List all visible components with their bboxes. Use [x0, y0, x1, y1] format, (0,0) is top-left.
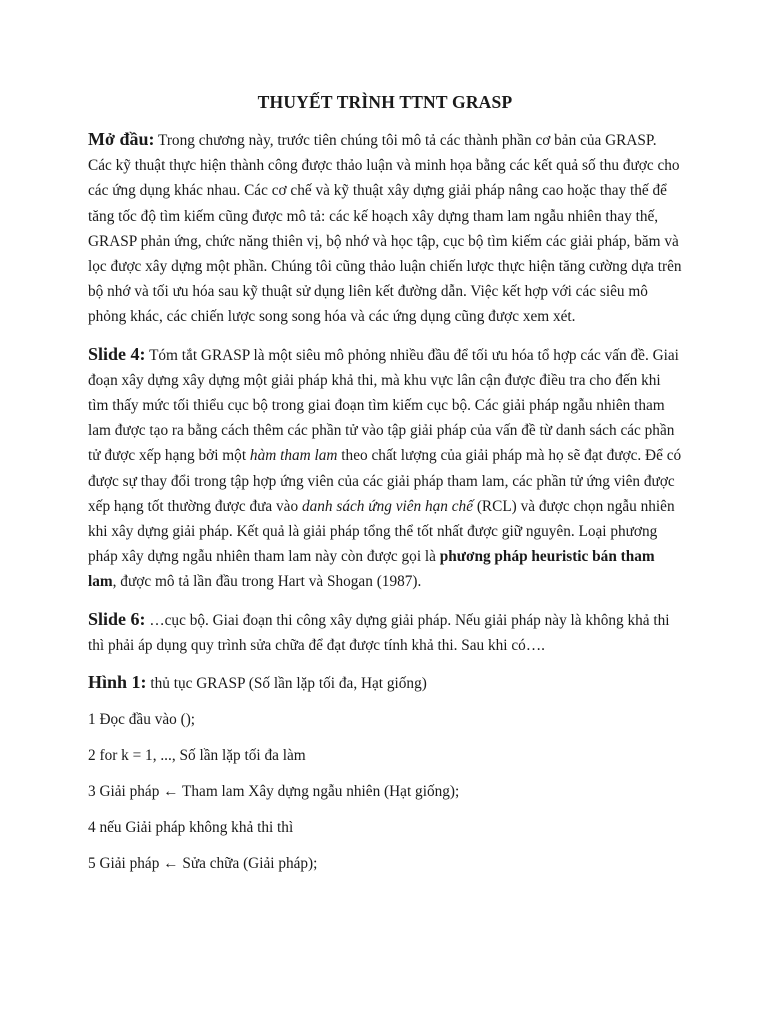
- slide4-bold-heuristic: phương pháp heuristic bán tham lam: [88, 548, 655, 591]
- intro-text: Trong chương này, trước tiên chúng tôi mô tả các thành phần cơ bản của GRASP. Các kỹ thuật thực hiện thành công được thảo luận và minh họa bằng các kết quả số thu được cho các ứng dụng khác nhau. Các cơ chế và kỹ thuật xây dựng giải pháp nâng cao hoặc thay thế để tăng tốc độ tìm kiếm cũng được mô tả: các kế hoạch xây dựng tham lam ngẫu nhiên thay thế, GRASP phản ứng, chức năng thiên vị, bộ nhớ và học tập, cục bộ tìm kiếm các giải pháp, băm và lọc được xây dựng một phần. Chúng tôi cũng thảo luận chiến lược thực hiện tăng cường dựa trên bộ nhớ và tối ưu hóa sau kỹ thuật sử dụng liên kết đường dẫn. Việc kết hợp với các siêu mô phỏng khác, các chiến lược song song hóa và các ứng dụng cũng được xem xét.: [88, 132, 682, 326]
- intro-label: Mở đầu:: [88, 129, 155, 149]
- slide6-text: …cục bộ. Giai đoạn thi công xây dựng giải pháp. Nếu giải pháp này là không khả thi thì phải áp dụng quy trình sửa chữa để đạt được tính khả thi. Sau khi có….: [88, 611, 670, 654]
- slide4-text-1: Tóm tắt GRASP là một siêu mô phỏng nhiều đầu để tối ưu hóa tổ hợp các vấn đề. Giai đoạn xây dựng xây dựng một giải pháp khả thi, mà khu vực lân cận được điều tra cho đến khi tìm thấy mức tối thiểu cục bộ trong giai đoạn tìm kiếm cục bộ. Các giải pháp ngẫu nhiên tham lam được tạo ra bằng cách thêm các phần tử vào tập giải pháp của vấn đề từ danh sách các phần tử được xếp hạng bởi một: [88, 346, 679, 465]
- figure-label: Hình 1:: [88, 672, 147, 693]
- figure-caption: thủ tục GRASP (Số lần lặp tối đa, Hạt giống): [146, 675, 427, 693]
- algorithm-step: 1 Đọc đầu vào ();: [88, 711, 196, 729]
- slide4-label: Slide 4:: [88, 343, 146, 364]
- slide4-text-3: (RCL) và được chọn ngẫu nhiên khi xây dựng giải pháp. Kết quả là giải pháp tổng thể tốt nhất được giữ nguyên. Loại phương pháp xây dựng ngẫu nhiên tham lam này còn được gọi là: [88, 497, 675, 566]
- slide4-italic-greedy-function: hàm tham lam: [249, 447, 338, 465]
- slide4-text-4: , được mô tả lần đầu trong Hart và Shogan (1987).: [112, 573, 422, 591]
- algorithm-step: 2 for k = 1, ..., Số lần lặp tối đa làm: [88, 747, 306, 765]
- slide4-paragraph: [88, 342, 682, 595]
- slide4-italic-rcl: danh sách ứng viên hạn chế: [301, 497, 473, 515]
- figure-title: [88, 670, 682, 696]
- intro-paragraph: [88, 127, 682, 330]
- algorithm-step: 3 Giải pháp ← Tham lam Xây dựng ngẫu nhiên (Hạt giống);: [88, 783, 460, 801]
- slide6-paragraph: [88, 607, 682, 658]
- document-page: [88, 92, 682, 887]
- slide6-label: Slide 6:: [88, 608, 146, 629]
- algorithm-step: 4 nếu Giải pháp không khả thi thì: [88, 819, 294, 837]
- algorithm-step: 5 Giải pháp ← Sửa chữa (Giải pháp);: [88, 855, 318, 873]
- document-title: THUYẾT TRÌNH TTNT GRASP: [257, 92, 513, 112]
- slide4-text-2: theo chất lượng của giải pháp mà họ sẽ đạt được. Để có được sự thay đổi trong tập hợp ứng viên của các giải pháp tham lam, các phần tử ứng viên được xếp hạng tốt thường được đưa vào: [88, 447, 682, 515]
